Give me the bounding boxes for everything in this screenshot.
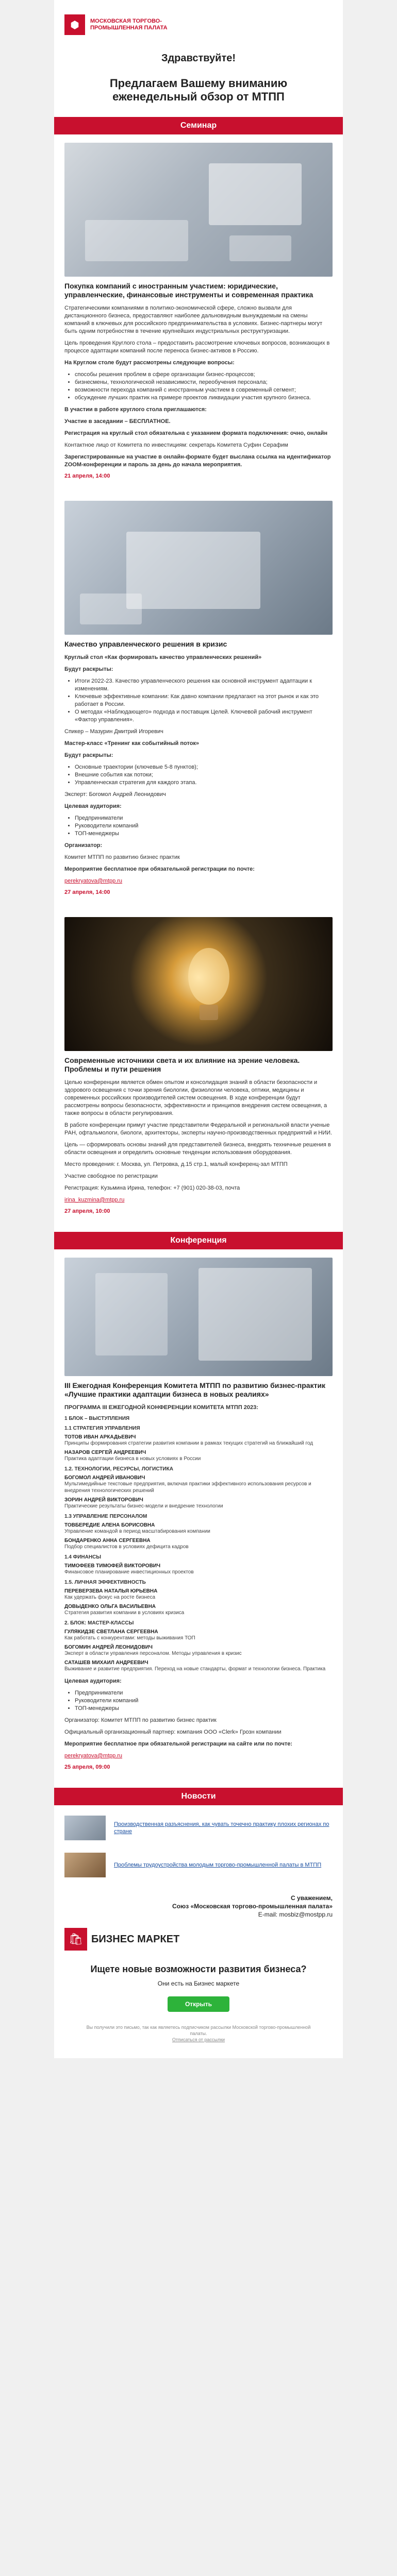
article-text: Круглый стол «Как формировать качество управленческих решений» <box>64 654 262 660</box>
article-text: Участие свободное по регистрации <box>64 1173 158 1179</box>
business-market-subtitle: Они есть на Бизнес маркете <box>157 1980 240 1987</box>
article-text: Спикер – Мазурин Дмитрий Игоревич <box>64 728 163 735</box>
article-text: Будут раскрыты: <box>64 666 113 672</box>
signoff-line: С уважением, <box>291 1894 333 1902</box>
speaker-name: САТАШЕВ МИХАИЛ АНДРЕЕВИЧ <box>64 1660 148 1666</box>
article-title: Современные источники света и их влияние на зрение человека. Проблемы и пути решения <box>64 1056 300 1073</box>
speaker-name: НАЗАРОВ СЕРГЕЙ АНДРЕЕВИЧ <box>64 1450 146 1455</box>
signoff-org: Союз «Московская торгово-промышленная палата» <box>172 1903 333 1910</box>
business-market-logo <box>54 1923 343 1956</box>
registration-email-link[interactable]: irina_kuzmina@mtpp.ru <box>64 1197 125 1203</box>
list-item: • Внешние события как потоки; <box>75 771 333 779</box>
email-container <box>54 0 343 2058</box>
article-text: Комитет МТПП по развитию бизнес практик <box>64 854 180 860</box>
list-item: • Руководители компаний <box>75 822 333 830</box>
news-item[interactable] <box>54 1809 343 1846</box>
article-text: Эксперт: Богомол Андрей Леонидович <box>64 791 166 798</box>
article-text: ПРОГРАММА III ЕЖЕГОДНОЙ КОНФЕРЕНЦИИ КОМИТЕТА МТПП 2023: <box>64 1404 258 1411</box>
speaker-name: ТОТОВ ИВАН АРКАДЬЕВИЧ <box>64 1434 136 1440</box>
program-item <box>64 1604 333 1616</box>
speaker-topic: Практика адаптации бизнеса в новых условиях в России <box>64 1456 201 1462</box>
article-text: Целью конференции является обмен опытом и консолидация знаний в области безопасности и здорового освещения с точки зрения биологии, физиологии человека, оптики, медицины и современных российских производителей систем освещения. В ходе конференции будут рассмотрены вопросы безопасности, эффективности и принципов внедрения систем освещения, а также вопросы в области регулирования. <box>64 1079 327 1116</box>
list-item: • Предприниматели <box>75 1689 333 1697</box>
logo-text: МОСКОВСКАЯ ТОРГОВО-ПРОМЫШЛЕННАЯ ПАЛАТА <box>90 18 168 31</box>
article-text: Мастер-класс «Тренинг как событийный поток» <box>64 740 200 747</box>
speaker-topic: Принципы формирования стратегии развития компании в рамках текущих стратегий на ближайший год <box>64 1440 313 1446</box>
list-item: • Руководители компаний <box>75 1697 333 1705</box>
article-title: Покупка компаний с иностранным участием: юридические, управленческие, финансовые инструменты и современная практика <box>64 282 313 299</box>
article-text: В работе конференции примут участие представители Федеральной и региональной власти ученые РАН, офтальмологи, биологи, архитекторы, эксперты научно-производственных предприятий и НИИ. <box>64 1122 333 1136</box>
speaker-topic: Выживание и развитие предприятия. Переход на новые стандарты, формат и технологии бизнеса. Практика <box>64 1666 326 1672</box>
news-link[interactable]: Производственная разъяснения, как чувать точечно практику плохих регионах по стране <box>114 1821 329 1835</box>
event-date: 25 апреля, 09:00 <box>64 1764 110 1770</box>
program-item <box>64 1554 333 1575</box>
article-3 <box>54 917 343 1228</box>
program-block: 1.3 УПРАВЛЕНИЕ ПЕРСОНАЛОМ <box>64 1514 147 1519</box>
speaker-topic: Как удержать фокус на росте бизнеса <box>64 1595 156 1600</box>
article-text: Цель проведения Круглого стола – предоставить рассмотрение ключевых вопросов, возникающих в процессе адаптации компаний после переноса бизнес-активов в Россию. <box>64 340 330 354</box>
article-title: Качество управленческого решения в кризис <box>64 640 227 648</box>
speaker-name: ГУЛЯКИДЗЕ СВЕТЛАНА СЕРГЕЕВНА <box>64 1629 158 1635</box>
greeting: Здравствуйте! <box>161 53 236 64</box>
news-link[interactable]: Проблемы трудоустройства молодым торгово-промышленной палаты в МТПП <box>114 1862 322 1868</box>
article-text: Цель — сформировать основы знаний для представителей бизнеса, внедрять техничные решения в области освещения и определить основные тенденции использования оборудования. <box>64 1142 331 1156</box>
article-text: На Круглом столе будут рассмотрены следующие вопросы: <box>64 360 235 366</box>
article-text: Зарегистрированные на участие в онлайн-формате будет выслана ссылка на идентификатор ZOOM-конференции и пароль за день до начала мероприятия. <box>64 454 331 468</box>
list-item: • обсуждение лучших практик на примере проектов ликвидации участия крупного бизнеса. <box>75 394 333 402</box>
speaker-topic: Эксперт в области управления персоналом. Методы управления в кризис <box>64 1651 242 1656</box>
event-date: 21 апреля, 14:00 <box>64 473 110 479</box>
speaker-name: ТОВБЕРЕДИЕ АЛЕНА БОРИСОВНА <box>64 1522 155 1528</box>
program-item <box>64 1416 333 1421</box>
program-item <box>64 1645 333 1657</box>
list-item: • ТОП-менеджеры <box>75 830 333 838</box>
article-list <box>75 1689 333 1713</box>
program-item <box>64 1620 333 1641</box>
list-item: • ТОП-менеджеры <box>75 1705 333 1713</box>
speaker-name: БОГОМИН АНДРЕЙ ЛЕОНИДОВИЧ <box>64 1645 153 1650</box>
speaker-topic: Управление командой в период масштабирования компании <box>64 1529 210 1534</box>
article-text: Организатор: Комитет МТПП по развитию бизнес практик <box>64 1717 217 1723</box>
news-item[interactable] <box>54 1846 343 1884</box>
program-item <box>64 1497 333 1510</box>
business-market-title: Ищете новые возможности развития бизнеса? <box>90 1964 307 1974</box>
list-item: • Итоги 2022-23. Качество управленческого решения как основной инструмент адаптации к изменениям. <box>75 677 333 693</box>
open-button[interactable]: Открыть <box>168 1996 229 2012</box>
program-item <box>64 1660 333 1672</box>
article-list <box>75 677 333 724</box>
section-conference: Конференция <box>54 1232 343 1249</box>
article-list <box>75 371 333 402</box>
registration-email-link[interactable]: perekryatova@mtpp.ru <box>64 878 123 884</box>
signoff-email: E-mail: mosbiz@mostpp.ru <box>258 1911 333 1918</box>
article-text: Стратегическими компаниями в политико-экономической сфере, сложно вызвали для дистанционного бизнеса, предоставляют наиболее дальновидным вынуждаемым на смены компаний в ключевых для российского предпринимательства в условиях. Бизнес-партнеры могут быть одним потребностям в течение крупнейших индустриальных реструктуризации. <box>64 305 323 334</box>
speaker-topic: Подбор специалистов в условиях дефицита кадров <box>64 1544 189 1550</box>
registration-email-link[interactable]: perekryatova@mtpp.ru <box>64 1753 123 1759</box>
program-item <box>64 1426 333 1447</box>
program-item <box>64 1538 333 1550</box>
program-block: 2. БЛОК: МАСТЕР-КЛАССЫ <box>64 1620 134 1626</box>
article-text: Официальный организационный партнер: компания ООО «Clerk» Грозн компании <box>64 1729 282 1735</box>
article-2 <box>54 501 343 909</box>
program-block: 1.4 ФИНАНСЫ <box>64 1554 102 1560</box>
event-date: 27 апреля, 14:00 <box>64 889 110 895</box>
speaker-topic: Практические результаты бизнес-модели и внедрение технологии <box>64 1503 223 1509</box>
shopping-bag-icon: 🛍 <box>64 1928 87 1951</box>
list-item: • Управленческая стратегия для каждого этапа. <box>75 779 333 787</box>
program-block: 1.1 СТРАТЕГИЯ УПРАВЛЕНИЯ <box>64 1426 140 1431</box>
program-block: 1.2. ТЕХНОЛОГИИ, РЕСУРСЫ, ЛОГИСТИКА <box>64 1466 173 1472</box>
event-date: 27 апреля, 10:00 <box>64 1208 110 1214</box>
article-text: В участии в работе круглого стола приглашаются: <box>64 406 207 413</box>
news-thumbnail[interactable] <box>64 1853 106 1877</box>
article-list <box>75 764 333 787</box>
program-block: 1.5. ЛИЧНАЯ ЭФФЕКТИВНОСТЬ <box>64 1580 146 1585</box>
speaker-topic: Стратегия развития компании в условиях кризиса <box>64 1610 185 1616</box>
signoff <box>54 1884 343 1923</box>
program-block: 1 БЛОК – ВЫСТУПЛЕНИЯ <box>64 1416 130 1421</box>
conference-program <box>64 1416 333 1672</box>
unsubscribe-link[interactable]: Отписаться от рассылки <box>172 2037 225 2042</box>
business-market-wordmark: БИЗНЕС МАРКЕТ <box>91 1934 180 1945</box>
list-item: • возможности перехода компаний с иностранным участием в современный сегмент; <box>75 386 333 394</box>
header <box>54 0 343 42</box>
program-item <box>64 1580 333 1601</box>
program-item <box>64 1514 333 1535</box>
article-text: Будут раскрыты: <box>64 752 113 758</box>
speaker-name: БОГОМОЛ АНДРЕЙ ИВАНОВИЧ <box>64 1475 145 1481</box>
list-item: • О методах «Наблюдающего» подхода и поставщик Целей. Ключевой рабочий инструмент «Фактор управления». <box>75 708 333 724</box>
footer <box>54 2024 343 2048</box>
program-item <box>64 1450 333 1462</box>
article-text: Мероприятие бесплатное при обязательной регистрации по почте: <box>64 866 255 872</box>
article-text: Место проведения: г. Москва, ул. Петровка, д.15 стр.1, малый конференц-зал МТПП <box>64 1161 288 1167</box>
article-text: Регистрация на круглый стол обязательна с указанием формата подключения: очно, онлайн <box>64 430 328 436</box>
article-text: Регистрация: Кузьмина Ирина, телефон: +7 (901) 020-38-03, почта <box>64 1185 240 1191</box>
article-text: Участие в заседании – БЕСПЛАТНОЕ. <box>64 418 171 425</box>
article-text: Целевая аудитория: <box>64 1678 122 1684</box>
speaker-name: ПЕРЕВЕРЗЕВА НАТАЛЬЯ ЮРЬЕВНА <box>64 1588 158 1594</box>
article-text: Целевая аудитория: <box>64 803 122 809</box>
list-item: • бизнесмены, технологической независимости, переобучения персонала; <box>75 379 333 386</box>
article-list <box>75 815 333 838</box>
list-item: • Предприниматели <box>75 815 333 822</box>
article-3-image <box>64 917 333 1051</box>
speaker-topic: Финансовое планирование инвестиционных проектов <box>64 1569 194 1575</box>
section-seminar: Семинар <box>54 117 343 134</box>
mtpp-emblem-icon: ⬢ <box>64 14 85 35</box>
article-text: Организатор: <box>64 842 103 849</box>
footer-text: Вы получили это письмо, так как являетесь подписчиком рассылки Московской торгово-промышленной палаты. <box>86 2025 311 2036</box>
news-thumbnail[interactable] <box>64 1816 106 1840</box>
intro-heading: Предлагаем Вашему вниманию еженедельный обзор от МТПП <box>109 77 288 103</box>
article-4-image <box>64 1258 333 1376</box>
speaker-topic: Мультимедийные текстовые предприятия, включая практики эффективного использования ресурсов и внедрения технологических решений <box>64 1481 311 1494</box>
list-item: • способы решения проблем в сфере организации бизнес-процессов; <box>75 371 333 379</box>
speaker-topic: Как работать с конкурентами: методы выживания ТОП <box>64 1635 195 1641</box>
article-1-image <box>64 143 333 277</box>
section-news: Новости <box>54 1788 343 1805</box>
speaker-name: ТИМОФЕЕВ ТИМОФЕЙ ВИКТОРОВИЧ <box>64 1563 161 1569</box>
list-item: • Основные траектории (ключевые 5-8 пунктов); <box>75 764 333 771</box>
article-text: Контактное лицо от Комитета по инвестициям: секретарь Комитета Суфин Серафим <box>64 442 288 448</box>
article-2-image <box>64 501 333 635</box>
speaker-name: ДОВЫДЕНКО ОЛЬГА ВАСИЛЬЕВНА <box>64 1604 156 1609</box>
list-item: • Ключевые эффективные компании: Как давно компании предлагают на этот рынок и как это работает в России. <box>75 693 333 708</box>
article-text: Мероприятие бесплатное при обязательной регистрации на сайте или по почте: <box>64 1741 292 1747</box>
speaker-name: ЗОРИН АНДРЕЙ ВИКТОРОВИЧ <box>64 1497 143 1503</box>
article-title: III Ежегодная Конференция Комитета МТПП по развитию бизнес-практик «Лучшие практики адаптации бизнеса в новых реалиях» <box>64 1381 326 1398</box>
article-4 <box>54 1258 343 1784</box>
program-item <box>64 1466 333 1494</box>
article-1 <box>54 143 343 493</box>
speaker-name: БОНДАРЕНКО АННА СЕРГЕЕВНА <box>64 1538 151 1544</box>
